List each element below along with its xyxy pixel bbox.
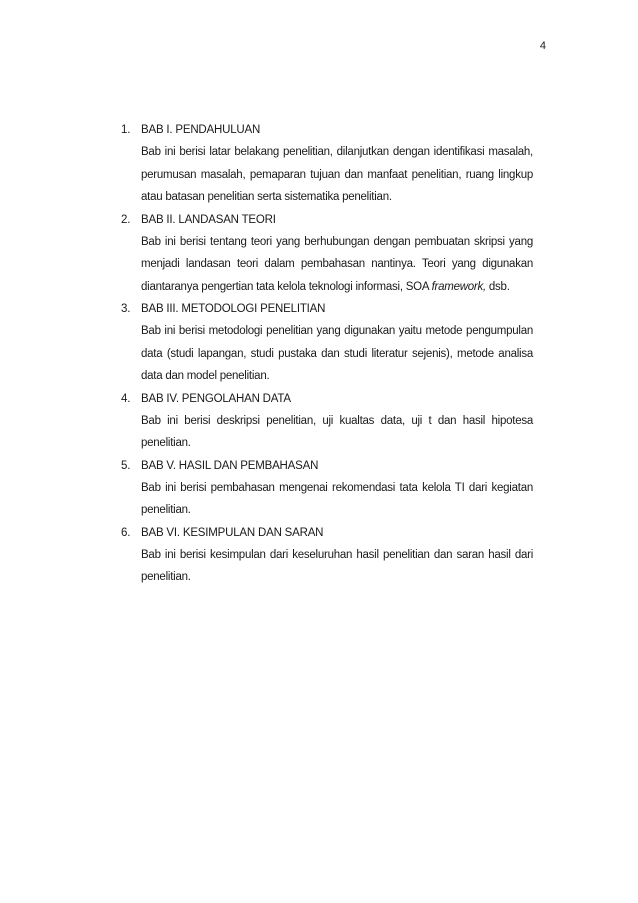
chapter-title: BAB VI. KESIMPULAN DAN SARAN bbox=[141, 526, 324, 539]
chapter-description: Bab ini berisi deskripsi penelitian, uji kualtas data, uji t dan hasil hipotesa penelitian. bbox=[141, 414, 533, 449]
chapter-item bbox=[121, 522, 533, 589]
description-text: dsb. bbox=[485, 280, 510, 293]
chapter-description: Bab ini berisi pembahasan mengenai rekomendasi tata kelola TI dari kegiatan penelitian. bbox=[141, 481, 533, 516]
chapter-heading bbox=[121, 298, 533, 320]
chapter-title: BAB III. METODOLOGI PENELITIAN bbox=[141, 303, 326, 315]
chapter-description: Bab ini berisi kesimpulan dari keseluruhan hasil penelitian dan saran hasil dari penelitian. bbox=[141, 548, 533, 583]
chapter-number: 3. bbox=[121, 303, 131, 315]
chapter-list bbox=[121, 119, 533, 589]
chapter-item bbox=[121, 388, 533, 455]
chapter-heading bbox=[121, 119, 533, 141]
chapter-title: BAB I. PENDAHULUAN bbox=[141, 124, 261, 136]
chapter-number: 5. bbox=[121, 459, 131, 472]
chapter-heading bbox=[121, 455, 533, 477]
page-number: 4 bbox=[539, 40, 546, 52]
chapter-item bbox=[121, 298, 533, 388]
chapter-number: 6. bbox=[121, 526, 131, 539]
chapter-title: BAB II. LANDASAN TEORI bbox=[141, 213, 276, 226]
chapter-title: BAB IV. PENGOLAHAN DATA bbox=[141, 392, 291, 405]
description-text: Bab ini berisi tentang teori yang berhubungan dengan pembuatan skripsi yang menjadi landasan teori dalam pembahasan nantinya. Teori yang digunakan diantaranya pengertian tata kelola teknologi informasi, SOA bbox=[141, 235, 533, 293]
chapter-description: Bab ini berisi metodologi penelitian yang digunakan yaitu metode pengumpulan data (studi lapangan, studi pustaka dan studi literatur sejenis), metode analisa data dan model penelitian. bbox=[141, 325, 533, 382]
chapter-number: 4. bbox=[121, 392, 131, 405]
chapter-title: BAB V. HASIL DAN PEMBAHASAN bbox=[141, 459, 319, 472]
chapter-description bbox=[141, 231, 533, 299]
chapter-number: 1. bbox=[121, 124, 131, 136]
chapter-item bbox=[121, 119, 533, 209]
chapter-heading bbox=[121, 388, 533, 410]
description-italic-term: framework, bbox=[431, 280, 486, 293]
chapter-item bbox=[121, 209, 533, 299]
chapter-number: 2. bbox=[121, 213, 131, 226]
chapter-description: Bab ini berisi latar belakang penelitian, dilanjutkan dengan identifikasi masalah, perumusan masalah, pemaparan tujuan dan manfaat penelitian, ruang lingkup atau batasan penelitian serta sistematika penelitian. bbox=[141, 146, 533, 203]
chapter-heading bbox=[121, 522, 533, 544]
chapter-heading bbox=[121, 209, 533, 231]
chapter-item bbox=[121, 455, 533, 522]
